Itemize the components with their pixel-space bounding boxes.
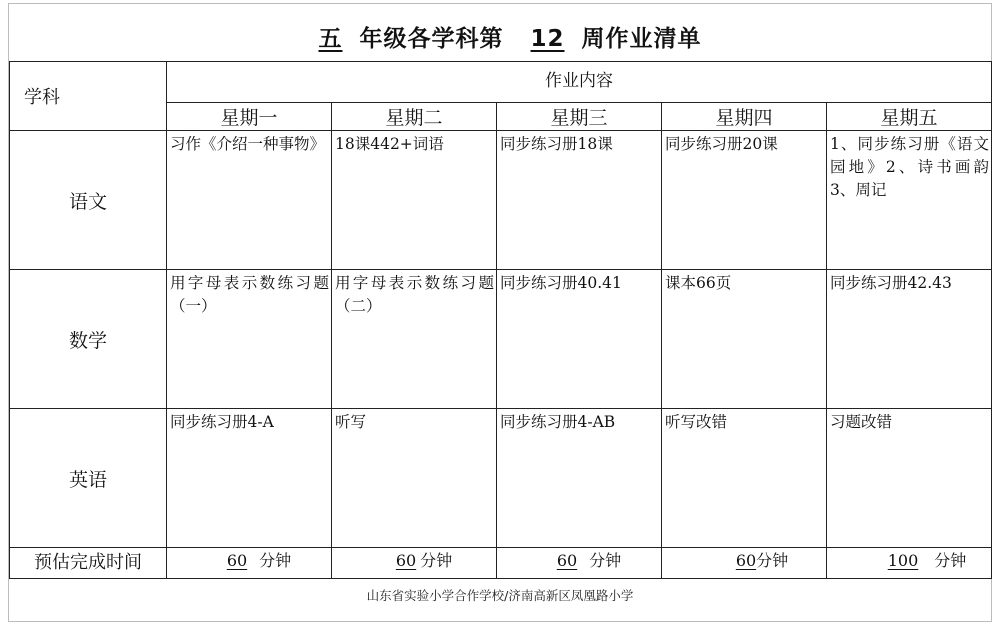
table-row-english — [10, 409, 992, 548]
time-thu-value: 60 — [735, 551, 757, 570]
day-header-mon: 星期一 — [167, 103, 332, 131]
subject-math: 数学 — [10, 270, 167, 409]
day-header-fri: 星期五 — [827, 103, 992, 131]
chinese-mon: 习作《介绍一种事物》 — [167, 131, 332, 270]
time-fri — [827, 548, 992, 579]
chinese-thu: 同步练习册20课 — [662, 131, 827, 270]
content-header: 作业内容 — [167, 62, 992, 103]
english-mon: 同步练习册4-A — [167, 409, 332, 548]
time-unit: 分钟 — [756, 551, 789, 570]
time-thu — [662, 548, 827, 579]
table-row-math — [10, 270, 992, 409]
day-header-thu: 星期四 — [662, 103, 827, 131]
english-wed: 同步练习册4-AB — [497, 409, 662, 548]
time-unit: 分钟 — [259, 551, 292, 570]
time-tue-value: 60 — [395, 551, 417, 570]
time-tue — [332, 548, 497, 579]
grade-number: 五 — [318, 26, 343, 52]
week-number: 12 — [530, 26, 565, 52]
subject-chinese: 语文 — [10, 131, 167, 270]
time-unit: 分钟 — [420, 551, 453, 570]
math-mon: 用字母表示数练习题（一） — [167, 270, 332, 409]
english-fri: 习题改错 — [827, 409, 992, 548]
title-middle: 年级各学科第 — [359, 26, 504, 52]
page-title — [0, 20, 1000, 53]
math-tue: 用字母表示数练习题（二） — [332, 270, 497, 409]
english-thu: 听写改错 — [662, 409, 827, 548]
table-row-chinese — [10, 131, 992, 270]
time-mon — [167, 548, 332, 579]
estimated-time-label: 预估完成时间 — [10, 548, 167, 579]
title-suffix: 周作业清单 — [581, 26, 702, 52]
math-wed: 同步练习册40.41 — [497, 270, 662, 409]
math-fri: 同步练习册42.43 — [827, 270, 992, 409]
time-fri-value: 100 — [887, 551, 919, 570]
time-wed — [497, 548, 662, 579]
subject-header: 学科 — [10, 62, 167, 131]
day-header-tue: 星期二 — [332, 103, 497, 131]
time-wed-value: 60 — [556, 551, 578, 570]
math-thu: 课本66页 — [662, 270, 827, 409]
chinese-fri: 1、同步练习册《语文园地》2、诗书画韵3、周记 — [827, 131, 992, 270]
table-row-time — [10, 548, 992, 579]
time-unit: 分钟 — [934, 551, 967, 570]
homework-table — [9, 61, 992, 579]
subject-english: 英语 — [10, 409, 167, 548]
day-header-wed: 星期三 — [497, 103, 662, 131]
school-footer: 山东省实验小学合作学校/济南高新区凤凰路小学 — [366, 588, 634, 603]
time-unit: 分钟 — [589, 551, 622, 570]
time-mon-value: 60 — [226, 551, 248, 570]
english-tue: 听写 — [332, 409, 497, 548]
chinese-wed: 同步练习册18课 — [497, 131, 662, 270]
chinese-tue: 18课442+词语 — [332, 131, 497, 270]
